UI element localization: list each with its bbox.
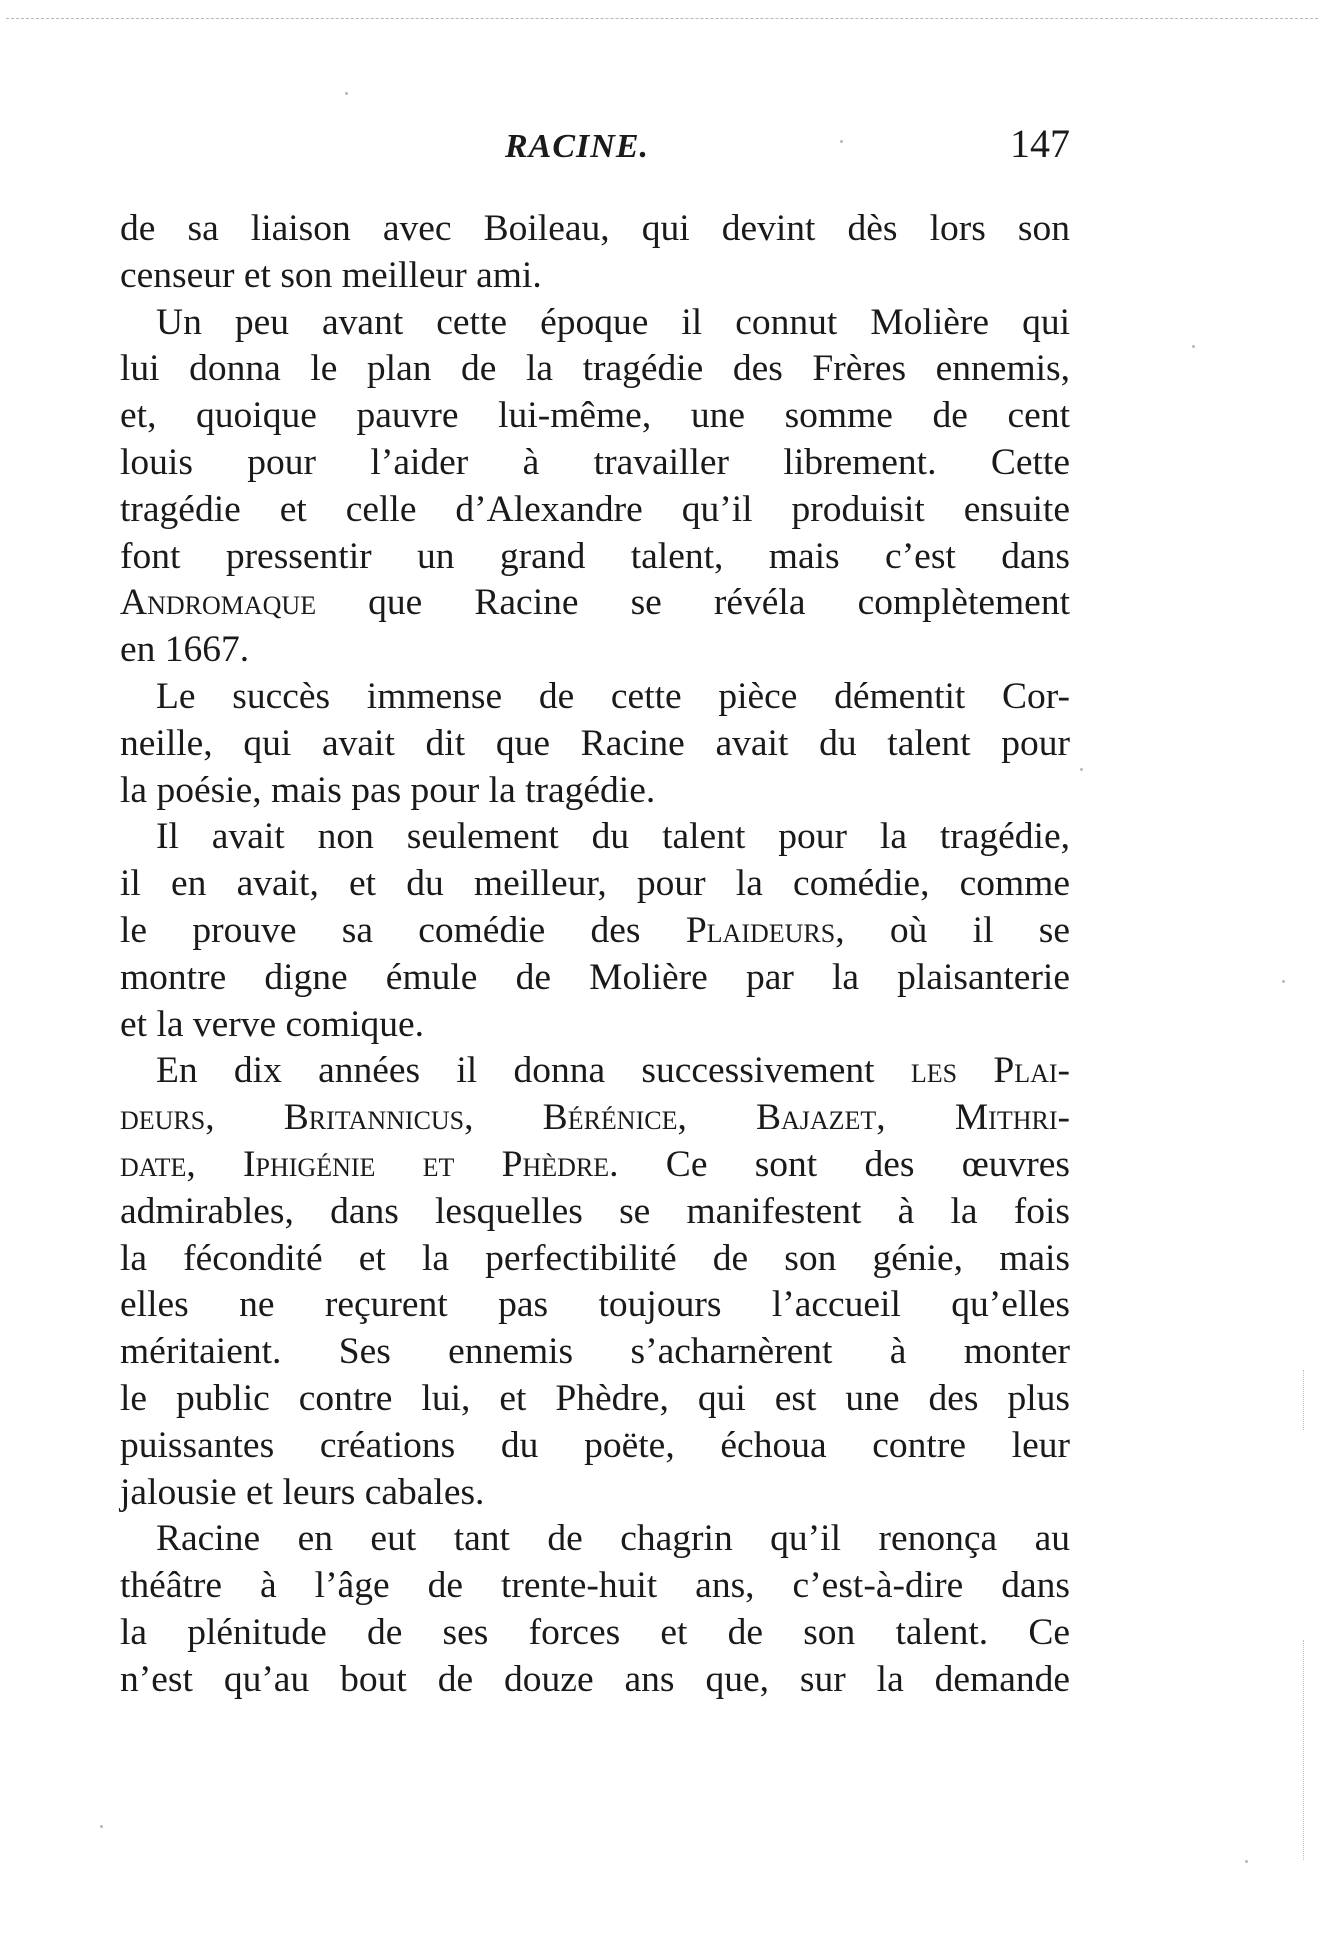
text-line: le prouve sa comédie des Plaideurs, où il se bbox=[120, 909, 1070, 951]
scan-edge-mark bbox=[1303, 1370, 1305, 1430]
text-line: font pressentir un grand talent, mais c’est dans bbox=[120, 535, 1070, 577]
running-title: RACINE. bbox=[505, 128, 649, 165]
scan-speck bbox=[840, 140, 843, 143]
text-line: neille, qui avait dit que Racine avait du talent pour bbox=[120, 722, 1070, 764]
scan-speck bbox=[1245, 1860, 1248, 1863]
running-head bbox=[0, 121, 1318, 188]
scan-speck bbox=[1080, 768, 1083, 771]
text-line: jalousie et leurs cabales. bbox=[120, 1471, 485, 1513]
work-title-plaideurs: les Plai- bbox=[910, 1050, 1070, 1092]
work-title-andromaque: Andromaque bbox=[120, 582, 317, 624]
text-line: Le succès immense de cette pièce démentit Cor- bbox=[156, 675, 1070, 717]
text-line: tragédie et celle d’Alexandre qu’il produisit ensuite bbox=[120, 488, 1070, 530]
scan-speck bbox=[345, 92, 348, 95]
scan-speck bbox=[100, 1825, 103, 1828]
text-line: le public contre lui, et Phèdre, qui est une des plus bbox=[120, 1377, 1070, 1419]
text-line: lui donna le plan de la tragédie des Frères ennemis, bbox=[120, 348, 1070, 390]
text-line: En dix années il donna successivement les Plai- bbox=[156, 1050, 1070, 1092]
page-number: 147 bbox=[1010, 121, 1070, 166]
text-line: et, quoique pauvre lui-même, une somme de cent bbox=[120, 395, 1070, 437]
text-line: n’est qu’au bout de douze ans que, sur la demande bbox=[120, 1658, 1070, 1700]
text-line: méritaient. Ses ennemis s’acharnèrent à monter bbox=[120, 1331, 1070, 1373]
text-line: puissantes créations du poëte, échoua contre leur bbox=[120, 1424, 1070, 1466]
text-line: Un peu avant cette époque il connut Molière qui bbox=[156, 301, 1070, 343]
text-line: Il avait non seulement du talent pour la tragédie, bbox=[156, 816, 1070, 858]
text-line: et la verve comique. bbox=[120, 1003, 425, 1045]
work-titles-list: deurs, Britannicus, Bérénice, Bajazet, Mithri- bbox=[120, 1097, 1070, 1139]
text-line: de sa liaison avec Boileau, qui devint dès lors son bbox=[120, 208, 1070, 249]
work-titles-list: date, Iphigénie et Phèdre. bbox=[120, 1143, 619, 1185]
text-line: Andromaque que Racine se révéla complètement bbox=[120, 582, 1070, 624]
work-title-plaideurs: Plaideurs bbox=[685, 909, 836, 951]
text-line bbox=[120, 1095, 1070, 1142]
text-line: censeur et son meilleur ami. bbox=[120, 254, 542, 296]
top-scan-rule bbox=[6, 18, 1318, 19]
scan-edge-mark bbox=[1303, 1640, 1305, 1860]
text-line: louis pour l’aider à travailler librement. Cette bbox=[120, 441, 1070, 483]
text-line: montre digne émule de Molière par la plaisanterie bbox=[120, 956, 1070, 998]
text-line: date, Iphigénie et Phèdre. Ce sont des œuvres bbox=[120, 1143, 1070, 1185]
text-line: la plénitude de ses forces et de son talent. Ce bbox=[120, 1611, 1070, 1653]
text-line: la fécondité et la perfectibilité de son génie, mais bbox=[120, 1237, 1070, 1279]
text-line: la poésie, mais pas pour la tragédie. bbox=[120, 769, 656, 811]
text-line: théâtre à l’âge de trente-huit ans, c’est-à-dire dans bbox=[120, 1565, 1070, 1607]
body-text bbox=[120, 206, 1070, 1704]
text-line: en 1667. bbox=[120, 629, 250, 671]
scan-speck bbox=[1282, 980, 1285, 983]
text-line: elles ne reçurent pas toujours l’accueil qu’elles bbox=[120, 1284, 1070, 1326]
text-line: Racine en eut tant de chagrin qu’il renonça au bbox=[156, 1518, 1070, 1560]
scan-speck bbox=[1192, 345, 1195, 348]
text-line: admirables, dans lesquelles se manifestent à la fois bbox=[120, 1190, 1070, 1232]
text-line: il en avait, et du meilleur, pour la comédie, comme bbox=[120, 863, 1070, 905]
